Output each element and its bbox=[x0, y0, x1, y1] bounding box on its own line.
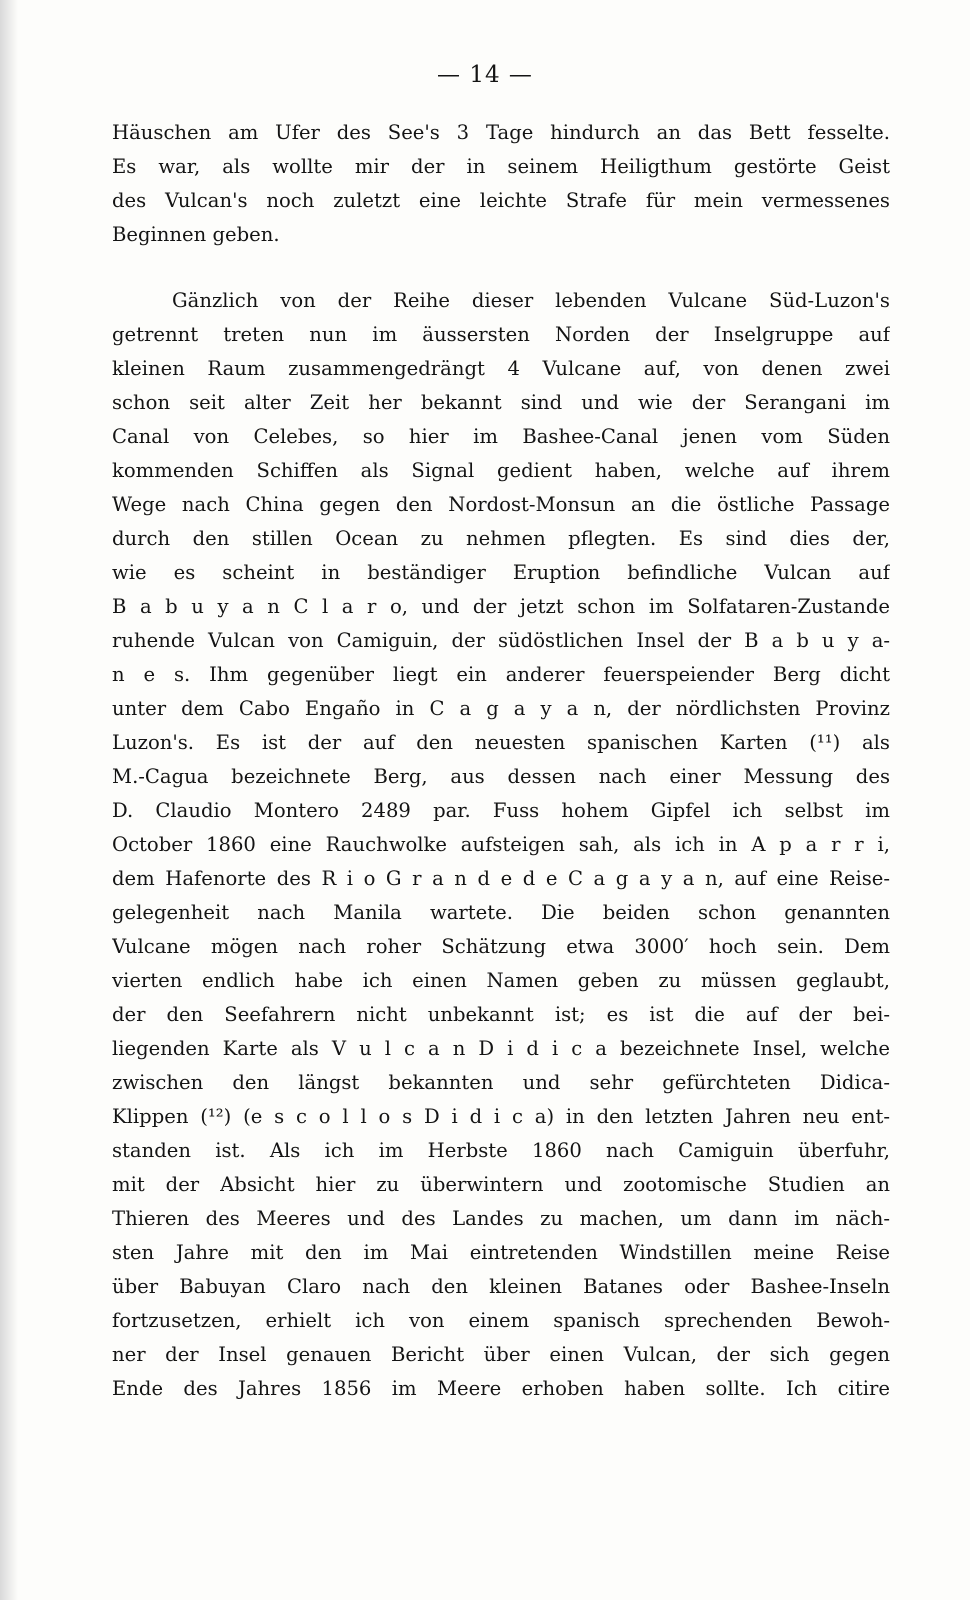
text-line: Klippen (¹²) (e s c o l l o s D i d i c a) in den letzten Jahren neu ent- bbox=[112, 1105, 890, 1128]
text-line: D. Claudio Montero 2489 par. Fuss hohem Gipfel ich selbst im bbox=[112, 799, 890, 822]
text-line: Ende des Jahres 1856 im Meere erhoben haben sollte. Ich citire bbox=[112, 1377, 890, 1400]
text-line: schon seit alter Zeit her bekannt sind und wie der Serangani im bbox=[112, 391, 890, 414]
text-line: über Babuyan Claro nach den kleinen Batanes oder Bashee-Inseln bbox=[112, 1275, 890, 1298]
text-line: dem Hafenorte des R i o G r a n d e d e C a g a y a n, auf eine Reise- bbox=[112, 867, 890, 890]
text-line: Häuschen am Ufer des See's 3 Tage hindurch an das Bett fesselte. bbox=[112, 121, 890, 144]
text-line: fortzusetzen, erhielt ich von einem spanisch sprechenden Bewoh- bbox=[112, 1309, 890, 1332]
text-line: Vulcane mögen nach roher Schätzung etwa 3000′ hoch sein. Dem bbox=[112, 935, 890, 958]
text-line: Gänzlich von der Reihe dieser lebenden Vulcane Süd-Luzon's bbox=[172, 289, 890, 312]
text-line: Wege nach China gegen den Nordost-Monsun an die östliche Passage bbox=[112, 493, 890, 516]
text-line: kleinen Raum zusammengedrängt 4 Vulcane auf, von denen zwei bbox=[112, 357, 890, 380]
text-line: sten Jahre mit den im Mai eintretenden Windstillen meine Reise bbox=[112, 1241, 890, 1264]
text-line: Luzon's. Es ist der auf den neuesten spanischen Karten (¹¹) als bbox=[112, 731, 890, 754]
text-line: wie es scheint in beständiger Eruption befindliche Vulcan auf bbox=[112, 561, 890, 584]
text-line: B a b u y a n C l a r o, und der jetzt schon im Solfataren-Zustande bbox=[112, 595, 890, 618]
text-line: getrennt treten nun im äussersten Norden der Inselgruppe auf bbox=[112, 323, 890, 346]
text-line: ner der Insel genauen Bericht über einen Vulcan, der sich gegen bbox=[112, 1343, 890, 1366]
text-line: Thieren des Meeres und des Landes zu machen, um dann im näch- bbox=[112, 1207, 890, 1230]
text-line: mit der Absicht hier zu überwintern und zootomische Studien an bbox=[112, 1173, 890, 1196]
text-line: des Vulcan's noch zuletzt eine leichte Strafe für mein vermessenes bbox=[112, 189, 890, 212]
text-line: liegenden Karte als V u l c a n D i d i c a bezeichnete Insel, welche bbox=[112, 1037, 890, 1060]
text-line: gelegenheit nach Manila wartete. Die beiden schon genannten bbox=[112, 901, 890, 924]
text-line: Beginnen geben. bbox=[112, 223, 280, 246]
text-line: vierten endlich habe ich einen Namen geben zu müssen geglaubt, bbox=[112, 969, 890, 992]
text-line: n e s. Ihm gegenüber liegt ein anderer feuerspeiender Berg dicht bbox=[112, 663, 890, 686]
paragraph-1 bbox=[112, 116, 890, 252]
text-line: M.-Cagua bezeichnete Berg, aus dessen nach einer Messung des bbox=[112, 765, 890, 788]
text-line: unter dem Cabo Engaño in C a g a y a n, der nördlichsten Provinz bbox=[112, 697, 890, 720]
text-line: Canal von Celebes, so hier im Bashee-Canal jenen vom Süden bbox=[112, 425, 890, 448]
text-line: zwischen den längst bekannten und sehr gefürchteten Didica- bbox=[112, 1071, 890, 1094]
text-line: Es war, als wollte mir der in seinem Heiligthum gestörte Geist bbox=[112, 155, 890, 178]
paragraph-2 bbox=[112, 284, 890, 1406]
page-edge-shadow bbox=[0, 0, 18, 1600]
text-line: kommenden Schiffen als Signal gedient haben, welche auf ihrem bbox=[112, 459, 890, 482]
text-line: October 1860 eine Rauchwolke aufsteigen sah, als ich in A p a r r i, bbox=[112, 833, 890, 856]
page-number: — 14 — bbox=[437, 62, 533, 88]
text-line: standen ist. Als ich im Herbste 1860 nach Camiguin überfuhr, bbox=[112, 1139, 890, 1162]
text-line: ruhende Vulcan von Camiguin, der südöstlichen Insel der B a b u y a- bbox=[112, 629, 890, 652]
text-line: der den Seefahrern nicht unbekannt ist; es ist die auf der bei- bbox=[112, 1003, 890, 1026]
text-line: durch den stillen Ocean zu nehmen pflegten. Es sind dies der, bbox=[112, 527, 890, 550]
